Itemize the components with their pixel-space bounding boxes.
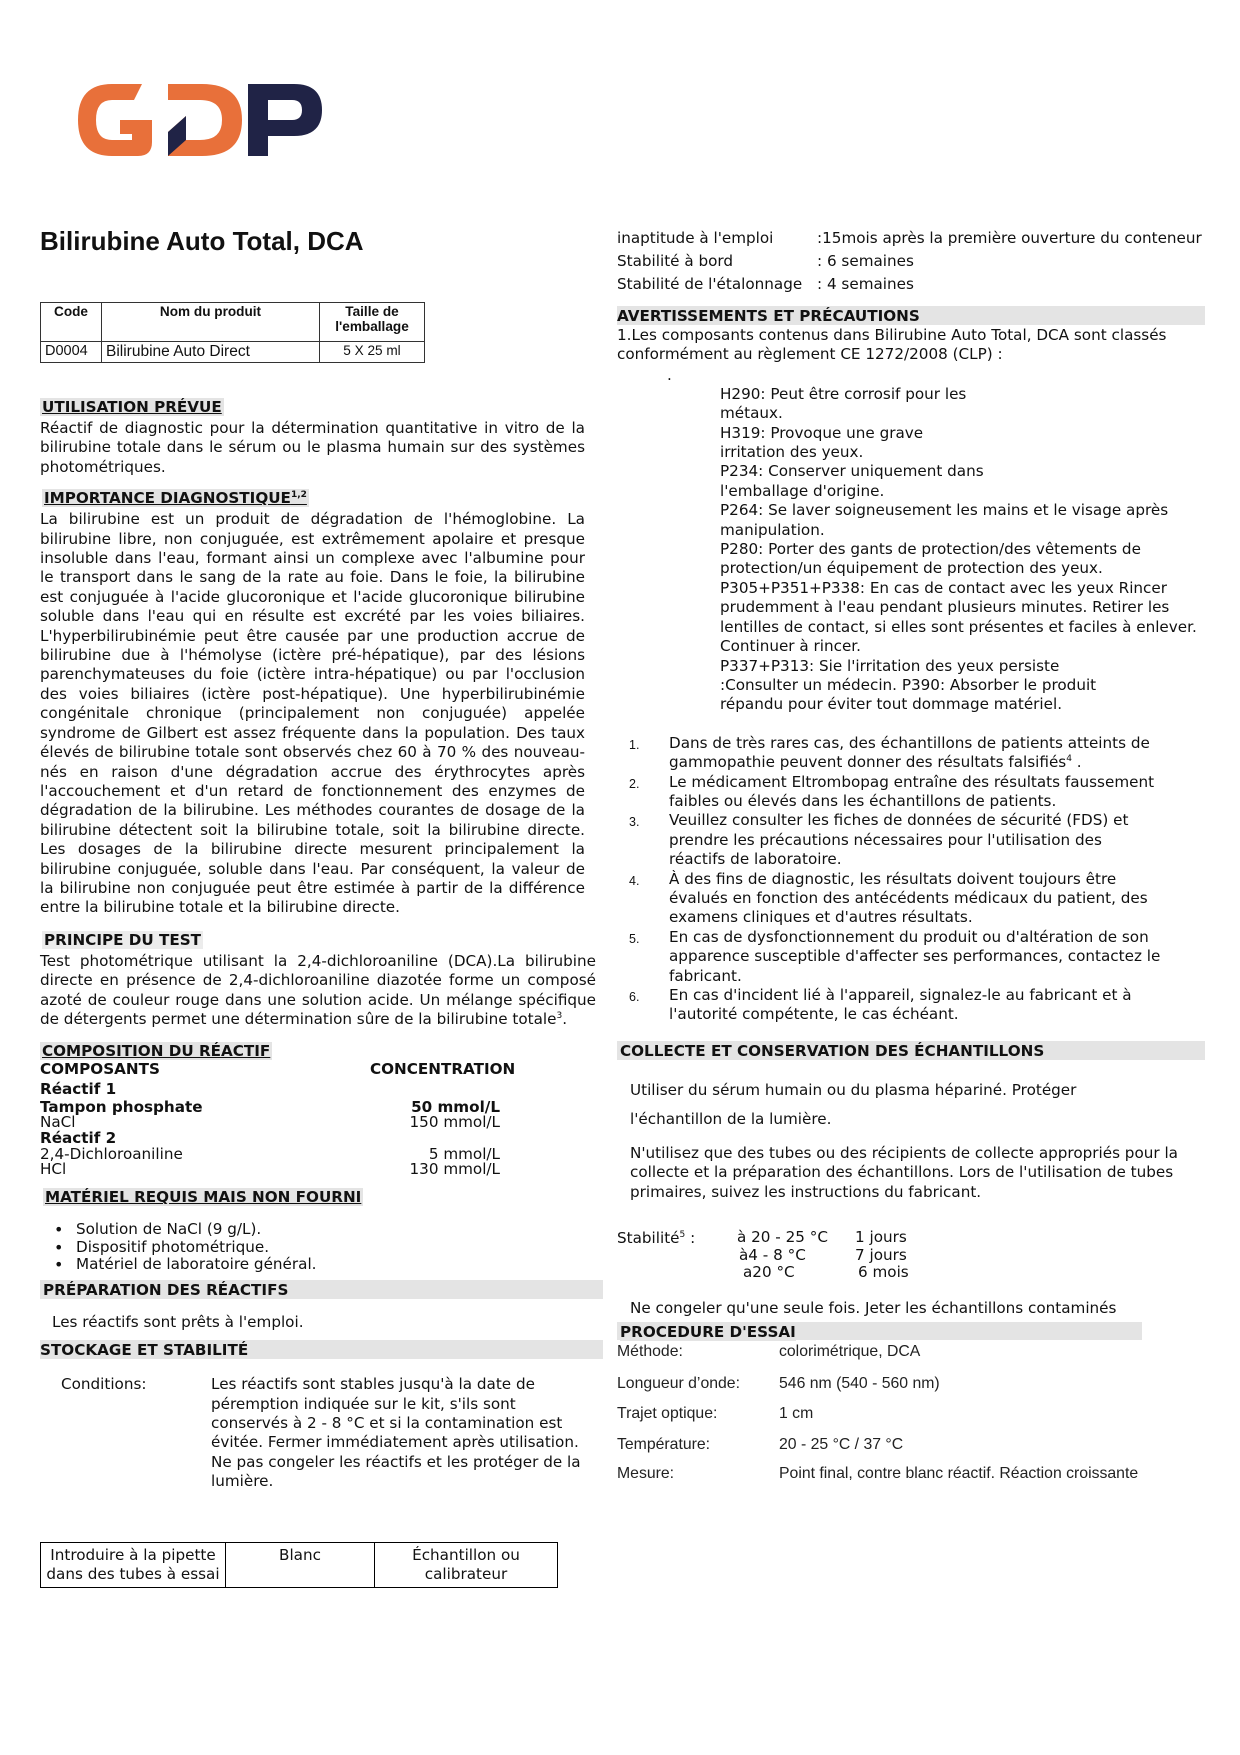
collecte-p2: N'utilisez que des tubes ou des récipients de collecte appropriés pour la collecte et la préparation des échantillons. Lors de l'utilisation de tubes primaires, suivez les instructions du fabricant. (630, 1143, 1178, 1201)
left-column (40, 397, 596, 1492)
hazard-line: irritation des yeux. (720, 443, 864, 462)
stabilite-temp: à 20 - 25 °C (737, 1228, 828, 1247)
info-label: Stabilité de l'étalonnage (617, 275, 803, 293)
avertissements-intro: 1.Les composants contenus dans Bilirubine Auto Total, DCA sont classés conformément au règlement CE 1272/2008 (CLP) : (617, 326, 1167, 364)
procedure-value: 546 nm (540 - 560 nm) (779, 1375, 940, 1393)
gdp-logo-graphic (72, 76, 328, 164)
composition-item-name: 2,4-Dichloroaniline (40, 1145, 183, 1164)
stabilite-temp: a20 °C (743, 1263, 795, 1282)
avertissements-dot: . (667, 365, 672, 384)
product-table-cell: D0004 (41, 342, 102, 363)
stockage-text: Les réactifs sont stables jusqu'à la date de péremption indiquée sur le kit, s'ils sont conservés à 2 - 8 °C et si la contamination est évitée. Fermer immédiatement après utilisation. Ne pas congeler les réactifs et les protéger de la lumière. (211, 1375, 581, 1491)
composition-col-concentration: CONCENTRATION (370, 1060, 516, 1079)
product-table-header-code: Code (41, 303, 102, 342)
product-table (40, 302, 425, 363)
stabilite-label: Stabilité$^5$ : (617, 1229, 696, 1248)
composition-header (40, 1060, 590, 1079)
info-value: : 6 semaines (817, 252, 914, 270)
procedure-label: Longueur d’onde: (617, 1375, 740, 1393)
section-bar-procedure (617, 1322, 1142, 1340)
collecte-note: Ne congeler qu'une seule fois. Jeter les échantillons contaminés (630, 1299, 1117, 1318)
document-title: Bilirubine Auto Total, DCA (40, 226, 364, 256)
procedure-value: colorimétrique, DCA (779, 1343, 921, 1361)
list-item: • Dispositif photométrique. (40, 1239, 590, 1257)
list-item: 2. Le médicament Eltrombopag entraîne des résultats faussement faibles ou élevés dans les échantillons de patients. (629, 772, 1155, 810)
pipette-table-cell-blanc: Blanc (226, 1543, 375, 1588)
list-item: 4. À des fins de diagnostic, les résultats doivent toujours être évalués en fonction des antécédents médicaux du patient, des examens cliniques et d'autres résultats. (629, 869, 1148, 927)
hazard-line: répandu pour éviter tout dommage matériel. (720, 695, 1063, 714)
section-heading-stockage: STOCKAGE ET STABILITÉ (40, 1341, 249, 1360)
info-label: inaptitude à l'emploi (617, 229, 774, 247)
collecte-p1: Utiliser du sérum humain ou du plasma hépariné. Protéger l'échantillon de la lumière. (630, 1080, 1077, 1128)
section-heading-importance: IMPORTANCE DIAGNOSTIQUE$^{1,2}$ (44, 489, 307, 508)
section-bar-preparation (40, 1280, 603, 1299)
procedure-label: Trajet optique: (617, 1405, 718, 1423)
procedure-row (617, 1374, 1207, 1404)
hazard-line: P280: Porter des gants de protection/des vêtements de (720, 540, 1141, 559)
section-bar-collecte (617, 1041, 1205, 1060)
stabilite-duree: 6 mois (858, 1263, 909, 1282)
procedure-value: 20 - 25 °C / 37 °C (779, 1436, 904, 1454)
info-label: Stabilité à bord (617, 252, 734, 270)
hazard-line: prudemment à l'eau pendant plusieurs minutes. Retirer les (720, 598, 1170, 617)
stockage-conditions (40, 1375, 590, 1491)
product-table-cell: Bilirubine Auto Direct (102, 342, 320, 363)
hazard-line: H290: Peut être corrosif pour les (720, 384, 967, 403)
hazard-line: l'emballage d'origine. (720, 481, 885, 500)
utilisation-text: Réactif de diagnostic pour la détermination quantitative in vitro de la bilirubine totale dans le sérum ou le plasma humain sur des systèmes photométriques. (40, 419, 585, 476)
procedure-table (617, 1340, 1207, 1492)
section-heading-preparation: PRÉPARATION DES RÉACTIFS (43, 1280, 289, 1299)
procedure-label: Méthode: (617, 1343, 683, 1361)
composition-row (40, 1147, 590, 1162)
hazard-line: Continuer à rincer. (720, 637, 861, 656)
procedure-row (617, 1435, 1207, 1464)
pipette-table (40, 1542, 558, 1588)
list-item: • Solution de NaCl (9 g/L). (40, 1221, 590, 1239)
reactif-1-label: Réactif 1 (40, 1079, 117, 1098)
stabilite-temps (737, 1229, 828, 1282)
info-row (617, 250, 1207, 273)
hazard-line: P337+P313: Sie l'irritation des yeux persiste (720, 656, 1060, 675)
list-item: 1. Dans de très rares cas, des échantillons de patients atteints de gammopathie peuvent donner des résultats falsifiés$^4$ . (629, 733, 1150, 772)
section-heading-procedure: PROCEDURE D'ESSAI (620, 1323, 796, 1342)
composition-item-conc: 130 mmol/L (409, 1160, 500, 1179)
section-heading-collecte: COLLECTE ET CONSERVATION DES ÉCHANTILLONS (620, 1041, 1045, 1060)
procedure-row (617, 1404, 1207, 1435)
composition-row (40, 1162, 590, 1177)
procedure-label: Température: (617, 1436, 711, 1454)
hazard-line: P264: Se laver soigneusement les mains et le visage après (720, 501, 1169, 520)
right-column (617, 227, 1207, 1492)
composition-row (40, 1099, 590, 1115)
composition-row (40, 1115, 590, 1130)
composition-item-conc: 5 mmol/L (428, 1145, 500, 1164)
product-table-cell: 5 X 25 ml (320, 342, 425, 363)
pipette-table-cell-echantillon: Échantillon ou calibrateur (375, 1543, 558, 1588)
procedure-label: Mesure: (617, 1465, 675, 1483)
pipette-table-cell-introduire: Introduire à la pipette dans des tubes à essai (41, 1543, 226, 1588)
composition-item-name: HCl (40, 1160, 67, 1179)
list-item: • Matériel de laboratoire général. (40, 1256, 590, 1274)
list-item: 5. En cas de dysfonctionnement du produit ou d'altération de son apparence susceptible d'affecter ses performances, contactez le fabricant. (629, 927, 1161, 985)
hazard-line: P234: Conserver uniquement dans (720, 462, 984, 481)
section-heading-composition: COMPOSITION DU RÉACTIF (42, 1042, 271, 1061)
composition-item-conc: 150 mmol/L (409, 1113, 500, 1132)
hazard-line: H319: Provoque une grave (720, 423, 924, 442)
section-heading-principe: PRINCIPE DU TEST (44, 930, 202, 949)
hazard-statements (617, 385, 1207, 715)
section-bar-stockage (40, 1340, 603, 1359)
principe-text: Test photométrique utilisant la 2,4-dichloroaniline (DCA).La bilirubine directe en présence de 2,4-dichloroaniline diazotée forme un composé azoté de couleur rouge dans une solution acide. Un mélange spécifique de détergents permet une détermination sûre de la bilirubine totale$^3$. (40, 951, 596, 1028)
stabilite-duree: 1 jours (855, 1228, 907, 1247)
product-table-header-name: Nom du produit (102, 303, 320, 342)
composition-item-conc: 50 mmol/L (411, 1098, 500, 1117)
warnings-list (617, 734, 1177, 1025)
hazard-line: :Consulter un médecin. P390: Absorber le produit (720, 675, 1097, 694)
stabilite-duree: 7 jours (855, 1245, 907, 1264)
reactif-2-label: Réactif 2 (40, 1129, 117, 1148)
preparation-text: Les réactifs sont prêts à l'emploi. (52, 1312, 304, 1331)
info-value: :15mois après la première ouverture du conteneur (817, 229, 1202, 247)
info-row (617, 227, 1207, 250)
list-item: 6. En cas d'incident lié à l'appareil, signalez-le au fabricant et à l'autorité compétente, le cas échéant. (629, 986, 1132, 1024)
hazard-line: manipulation. (720, 520, 825, 539)
stabilite-block (617, 1229, 1207, 1285)
list-item: 3. Veuillez consulter les fiches de données de sécurité (FDS) et prendre les précautions nécessaires pour l'utilisation des réactifs de laboratoire. (629, 811, 1129, 869)
section-heading-materiel: MATÉRIEL REQUIS MAIS NON FOURNI (45, 1188, 362, 1207)
procedure-value: Point final, contre blanc réactif. Réaction croissante (779, 1465, 1139, 1483)
hazard-line: P305+P351+P338: En cas de contact avec les yeux Rincer (720, 578, 1167, 597)
section-heading-avertissements: AVERTISSEMENTS ET PRÉCAUTIONS (617, 307, 920, 325)
hazard-line: métaux. (720, 404, 783, 423)
gdp-logo (72, 76, 328, 164)
procedure-row (617, 1464, 1207, 1492)
procedure-row (617, 1340, 1207, 1374)
stabilite-temp: à4 - 8 °C (739, 1245, 806, 1264)
hazard-line: lentilles de contact, si elles sont présentes et faciles à enlever. (720, 617, 1197, 636)
info-row (617, 273, 1207, 296)
section-bar-avertissements (617, 306, 1205, 325)
hazard-line: protection/un équipement de protection des yeux. (720, 559, 1103, 578)
product-table-header-size: Taille de l'emballage (320, 303, 425, 342)
composition-item-name: Tampon phosphate (40, 1098, 203, 1117)
stabilite-durees (855, 1229, 909, 1282)
importance-text: La bilirubine est un produit de dégradation de l'hémoglobine. La bilirubine libre, non conjuguée, est extrêmement apolaire et presque insoluble dans l'eau, formant ainsi un complexe avec l'albumine pour le transport dans le sang de la rate au foie. Dans le foie, la bilirubine est conjuguée à l'acide glucoronique et l'acide glucoronique bilirubine soluble dans l'eau qui en résulte est excrété par les voies biliaires. L'hyperbilirubinémie peut être causée par une production accrue de bilirubine due à l'hémolyse (ictère pré-hépatique), par des lésions parenchymateuses du foie (ictère intra-hépatique) ou par l'occlusion des voies biliaires (ictère post-hépatique). Une hyperbilirubinémie congénitale chronique (principalement non conjuguée) appelée syndrome de Gilbert est assez fréquente dans la population. Des taux élevés de bilirubine totale sont observés chez 60 à 70 % des nouveau-nés en raison d'une dégradation accrue des érythrocytes après l'accouchement et d'un retard de fonctionnement des enzymes de dégradation de la bilirubine. Les méthodes courantes de dosage de la bilirubine détectent soit la bilirubine totale, soit la bilirubine directe. Les dosages de la bilirubine directe mesurent principalement la bilirubine conjuguée, soluble dans l'eau. Par conséquent, la valeur de la bilirubine non conjuguée peut être estimée à partir de la différence entre la bilirubine totale et la bilirubine directe. (40, 510, 585, 917)
info-value: : 4 semaines (817, 275, 914, 293)
procedure-value: 1 cm (779, 1405, 814, 1423)
materiel-list (40, 1221, 590, 1274)
stockage-label: Conditions: (61, 1375, 147, 1394)
composition-col-composants: COMPOSANTS (40, 1060, 160, 1079)
composition-item-name: NaCl (40, 1113, 76, 1132)
section-heading-utilisation: UTILISATION PRÉVUE (42, 398, 222, 416)
